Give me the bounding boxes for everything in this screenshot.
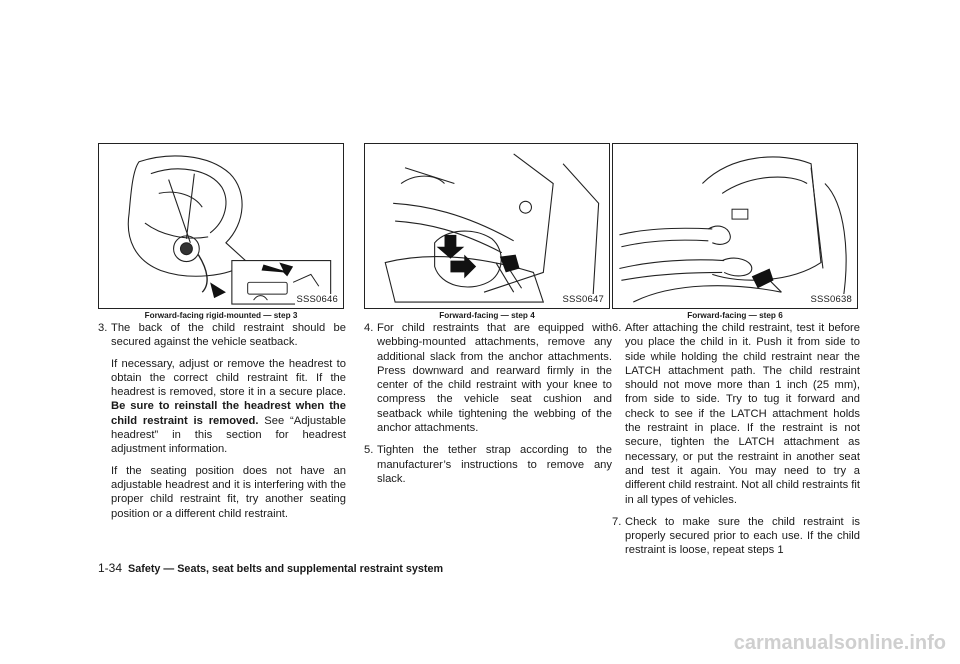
figure-1 bbox=[98, 143, 344, 309]
child-seat-rigid-mounted-illustration bbox=[99, 144, 343, 308]
column-3-text bbox=[612, 321, 860, 558]
step-number: 3. bbox=[98, 322, 108, 334]
step-text: The back of the child restraint should be secured against the vehicle seatback. bbox=[111, 322, 346, 349]
figure-caption: Forward-facing rigid-mounted — step 3 bbox=[144, 311, 298, 320]
paragraph-text: If necessary, adjust or remove the headrest to obtain the correct child restraint fit. If the headrest is removed, store it in a secure place. bbox=[111, 357, 346, 399]
warning-bold-text: Be sure to reinstall the headrest when the child restraint is removed. bbox=[111, 400, 346, 427]
child-seat-latch-test-illustration bbox=[613, 144, 857, 308]
step-text: Tighten the tether strap according to the manufacturer’s instructions to remove any slack. bbox=[377, 444, 612, 485]
step-number: 6. bbox=[612, 322, 622, 334]
column-1-text bbox=[98, 321, 346, 521]
step-4 bbox=[364, 321, 612, 435]
figure-2 bbox=[364, 143, 610, 309]
step-text: Check to make sure the child restraint is properly secured prior to each use. If the child restraint is loose, repeat steps 1 bbox=[625, 515, 860, 557]
page-footer bbox=[98, 561, 443, 575]
paragraph-headrest bbox=[111, 357, 346, 457]
figure-caption: Forward-facing — step 6 bbox=[687, 311, 783, 320]
child-seat-knee-press-illustration bbox=[365, 144, 609, 308]
step-text: For child restraints that are equipped with webbing-mounted attachments, remove any additional slack from the anchor attachments. Press downward and rearward firmly in the center of the child restraint with your knee to compress the vehicle seat cushion and seatback while tightening the webbing of the anchor attachments. bbox=[377, 322, 612, 435]
step-text: After attaching the child restraint, test it before you place the child in it. Push it from side to side while holding the child restraint near the LATCH attachment path. The child restraint should not move more than 1 inch (25 mm), from side to side. Try to tug it forward and check to see if the LATCH attachment holds the restraint in place. If the restraint is not secure, tighten the LATCH attachment as necessary, or put the restraint in another seat and test it again. You may need to try a different child restraint. Not all child restraints fit in all types of vehicles. bbox=[625, 322, 860, 506]
figure-code: SSS0638 bbox=[810, 294, 852, 305]
figure-code: SSS0647 bbox=[562, 294, 604, 305]
step-number: 7. bbox=[612, 515, 622, 528]
step-3 bbox=[98, 321, 346, 350]
column-2-text bbox=[364, 321, 612, 486]
step-6 bbox=[612, 321, 860, 507]
figure-caption: Forward-facing — step 4 bbox=[439, 311, 535, 320]
watermark: carmanualsonline.info bbox=[733, 632, 946, 654]
paragraph-text: See “Adjustable headrest” in this section for headrest adjustment information. bbox=[111, 414, 346, 456]
step-number: 4. bbox=[364, 322, 374, 334]
step-7 bbox=[612, 515, 860, 558]
paragraph-no-headrest: If the seating position does not have an adjustable headrest and it is interfering with the proper child restraint fit, try another seating position or a different child restraint. bbox=[111, 464, 346, 520]
section-title: Safety — Seats, seat belts and supplemental restraint system bbox=[128, 563, 444, 575]
figure-code: SSS0646 bbox=[296, 294, 338, 305]
figure-3 bbox=[612, 143, 858, 309]
page-number: 1-34 bbox=[98, 561, 123, 575]
step-number: 5. bbox=[364, 444, 374, 457]
step-5 bbox=[364, 443, 612, 486]
